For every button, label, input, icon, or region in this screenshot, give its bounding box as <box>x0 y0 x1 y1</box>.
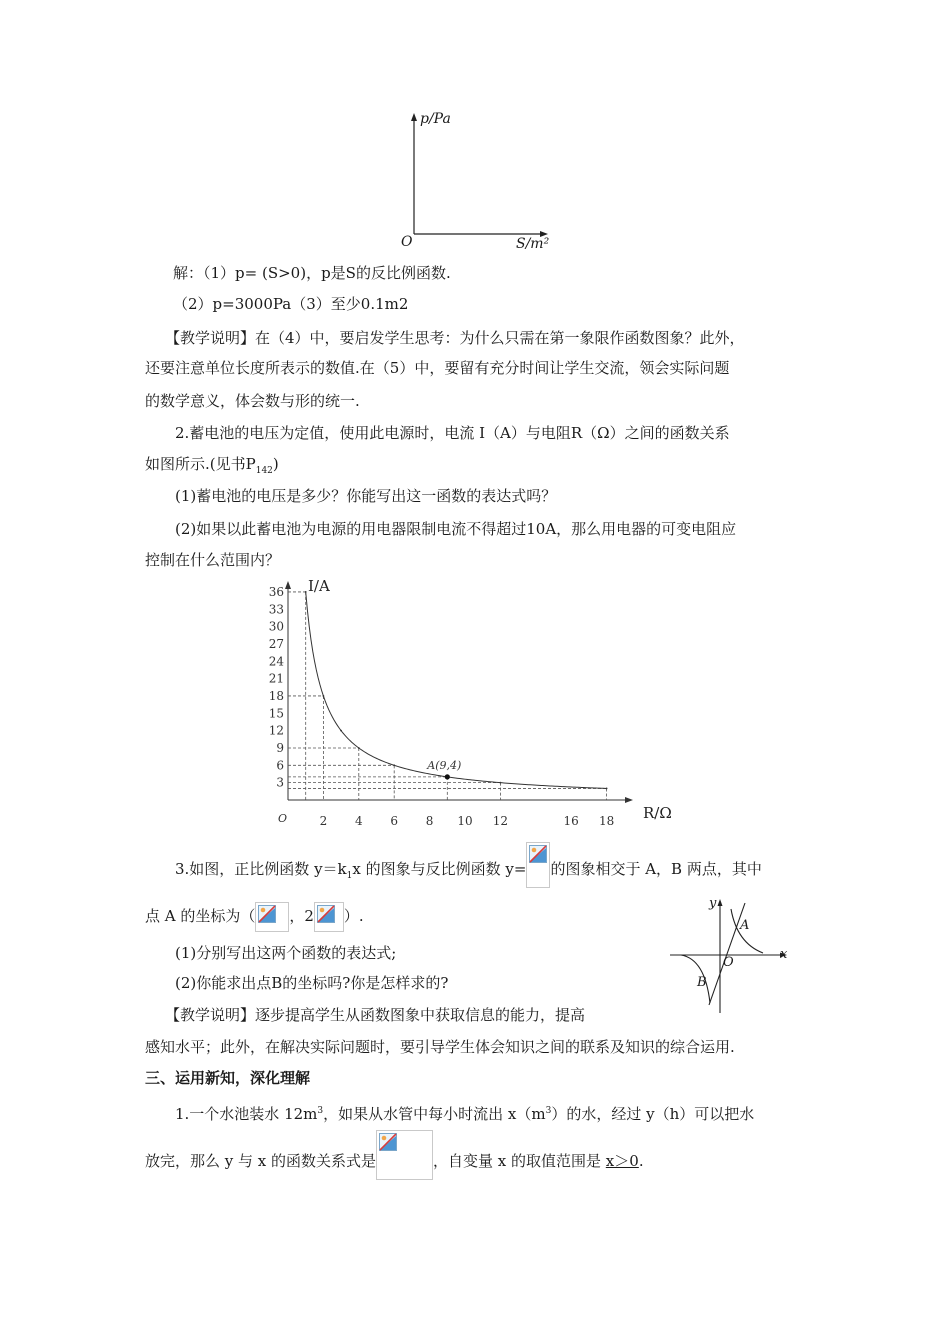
y-tick-label: 18 <box>268 688 284 703</box>
y-tick-label: 12 <box>268 723 284 738</box>
x-tick-label: 16 <box>563 814 579 828</box>
broken-image-function <box>376 1130 433 1180</box>
point-b-label: B <box>697 975 707 990</box>
y-tick-label: 24 <box>268 654 284 669</box>
broken-image-icon <box>258 905 276 923</box>
x-tick-label: 10 <box>457 814 473 828</box>
teaching-note-2-line-1: 【教学说明】逐步提高学生从函数图象中获取信息的能力，提高 <box>165 1006 586 1024</box>
broken-image-icon <box>379 1133 397 1151</box>
curve-point <box>358 747 360 749</box>
question-2-line-2: 如图所示.(见书$P_{142}$) <box>145 455 279 476</box>
x-tick-label: 4 <box>354 814 363 828</box>
broken-image-icon <box>317 905 335 923</box>
question-3-line-1: 3.如图，正比例函数 $y=k_1x$ 的图象与反比例函数 y= 的图象相交于 A，B 两点，其中 <box>175 852 762 888</box>
section-3-heading: 三、运用新知，深化理解 <box>145 1069 311 1087</box>
broken-image-coord-x <box>255 902 289 932</box>
question-2-part-2-line-1: (2)如果以此蓄电池为电源的用电器限制电流不得超过10A，那么用电器的可变电阻应 <box>175 520 737 538</box>
curve-point <box>500 782 502 784</box>
x-tick-label: 2 <box>319 814 328 828</box>
y-tick-label: 33 <box>268 602 284 617</box>
teaching-note-line-3: 的数学意义，体会数与形的统一. <box>145 392 360 410</box>
question-3-line-2: 点 A 的坐标为（ ，2 ）. <box>145 902 364 932</box>
broken-image-coord-y <box>314 902 344 932</box>
small-y-label: y <box>709 896 717 911</box>
x-tick-label: 6 <box>390 814 399 828</box>
point-a-marker <box>445 774 450 779</box>
small-origin-label: O <box>723 955 734 970</box>
point-a-label: A(9,4) <box>427 758 462 772</box>
pressure-axes-figure <box>395 108 565 253</box>
question-3-part-2: (2)你能求出点B的坐标吗?你是怎样求的? <box>175 974 449 992</box>
broken-image-formula <box>526 842 550 888</box>
solution-line-2: （2）p=3000Pa（3）至少0.1m2 <box>173 295 409 313</box>
y-tick-label: 36 <box>268 584 284 599</box>
x-axis-label: R/Ω <box>643 804 672 822</box>
curve-point <box>606 788 608 790</box>
teaching-note-line-1: 【教学说明】在（4）中，要启发学生思考：为什么只需在第一象限作函数图象？此外， <box>165 329 745 347</box>
point-a-label: A <box>740 918 750 933</box>
y-tick-label: 6 <box>276 758 284 773</box>
question-3-part-1: (1)分别写出这两个函数的表达式; <box>175 944 397 962</box>
teaching-note-line-2: 还要注意单位长度所表示的数值.在（5）中，要留有充分时间让学生交流，领会实际问题 <box>145 359 730 377</box>
question-2-line-1: 2.蓄电池的电压为定值，使用此电源时，电流 I（A）与电阻R（Ω）之间的函数关系 <box>175 424 730 442</box>
y-tick-label: 15 <box>268 706 284 721</box>
curve-point <box>305 591 307 593</box>
x-tick-label: 12 <box>492 814 509 828</box>
origin-label: O <box>401 234 413 250</box>
curve-point <box>393 764 395 766</box>
teaching-note-2-line-2: 感知水平；此外，在解决实际问题时，要引导学生体会知识之间的联系及知识的综合运用. <box>145 1038 735 1056</box>
chart-origin-label: O <box>278 812 288 825</box>
y-tick-label: 21 <box>268 671 284 686</box>
domain-answer: x＞0 <box>605 1152 639 1170</box>
current-resistance-chart <box>265 575 685 830</box>
area-axis-label: S/m² <box>516 236 550 252</box>
question-2-part-1: (1)蓄电池的电压是多少？你能写出这一函数的表达式吗？ <box>175 487 557 505</box>
curve-point <box>340 730 342 732</box>
problem-1-line-2: 放完，那么 y 与 x 的函数关系式是 ，自变量 x 的取值范围是 x＞0. <box>145 1144 644 1180</box>
curve-point <box>323 695 325 697</box>
question-2-part-2-line-2: 控制在什么范围内？ <box>145 551 281 569</box>
pressure-axis-label: p/Pa <box>420 111 451 127</box>
x-tick-label: 8 <box>425 814 434 828</box>
x-tick-label: 18 <box>598 814 615 828</box>
y-tick-label: 9 <box>276 740 284 755</box>
solution-line-1: 解：（1）p= (S>0)，p是S的反比例函数. <box>173 264 451 282</box>
broken-image-icon <box>529 845 547 863</box>
small-x-label: x <box>780 947 788 962</box>
y-axis-label: I/A <box>308 577 330 595</box>
y-tick-label: 27 <box>268 636 284 651</box>
y-tick-label: 3 <box>276 775 284 790</box>
problem-1-line-1: 1.一个水池装水 $12m^3$，如果从水管中每小时流出 $x(m^3)$的水，经过 y（h）可以把水 <box>175 1105 755 1123</box>
y-tick-label: 30 <box>268 619 284 634</box>
x-axis-arrow <box>625 797 633 803</box>
y-axis-arrow <box>285 581 291 589</box>
